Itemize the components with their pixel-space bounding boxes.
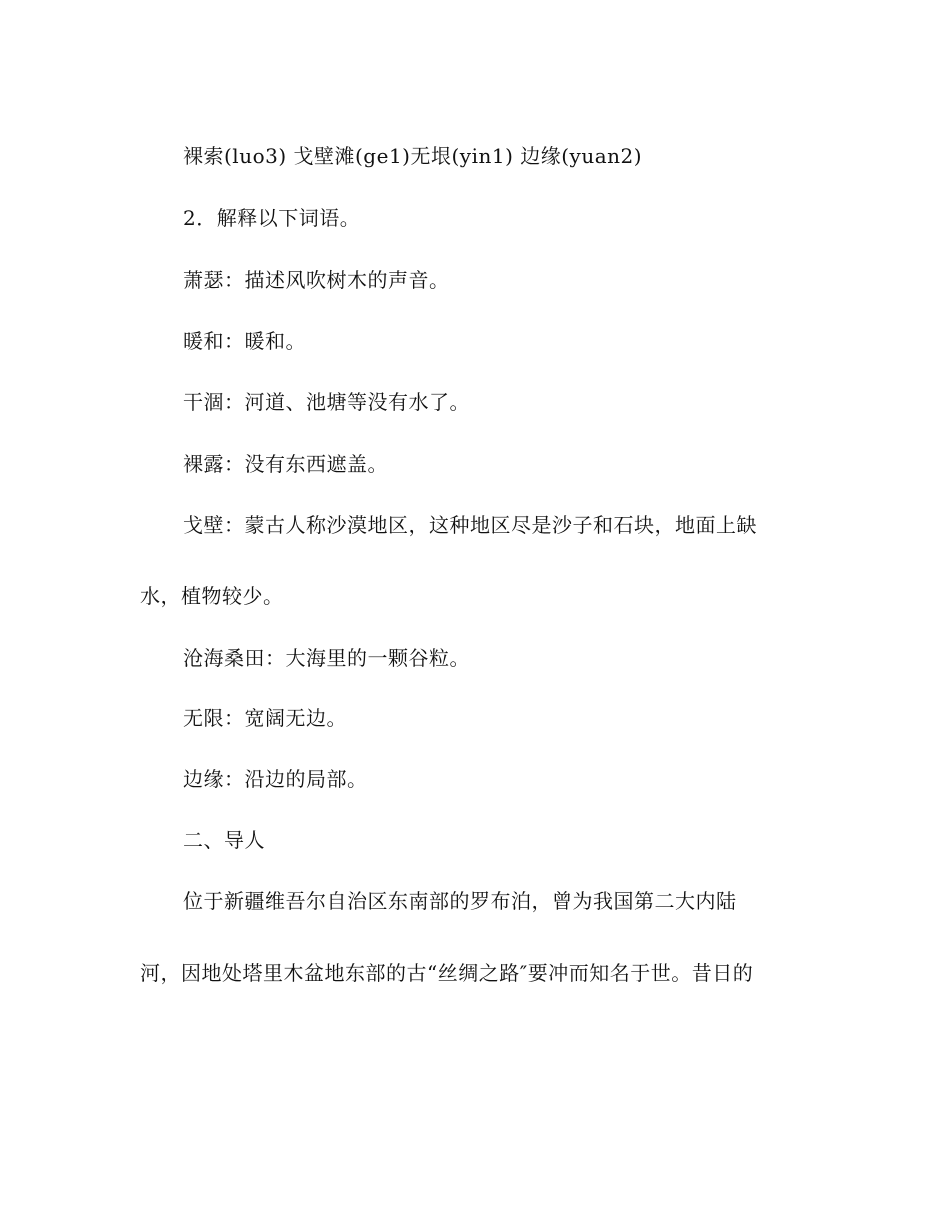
definition-bianyuan: 边缘：沿边的局部。 xyxy=(183,767,368,791)
definition-canghaisangtian: 沧海桑田：大海里的一颗谷粒。 xyxy=(183,646,470,670)
section-heading-introduction: 二、导人 xyxy=(183,828,265,852)
paragraph-lopnur-line-2: 河，因地处塔里木盆地东部的古“丝绸之路″要冲而知名于世。昔日的 xyxy=(140,961,754,985)
definition-ganhe: 干涸：河道、池塘等没有水了。 xyxy=(183,390,470,414)
definition-nuanhuo: 暖和：暖和。 xyxy=(183,329,306,353)
pinyin-line: 裸索(luo3) 戈壁滩(ge1)无垠(yin1) 边缘(yuan2) xyxy=(183,144,643,168)
definition-gebi: 戈壁：蒙古人称沙漠地区，这种地区尽是沙子和石块，地面上缺 xyxy=(183,513,757,537)
definition-gebi-continued: 水，植物较少。 xyxy=(140,584,284,608)
definition-wuxian: 无限：宽阔无边。 xyxy=(183,706,347,730)
paragraph-lopnur-line-1: 位于新疆维吾尔自治区东南部的罗布泊，曾为我国第二大内陆 xyxy=(183,889,737,913)
definition-xiaose: 萧瑟：描述风吹树木的声音。 xyxy=(183,268,450,292)
section-heading-explain-words: 2．解释以下词语。 xyxy=(183,206,361,230)
definition-luolu: 裸露：没有东西遮盖。 xyxy=(183,452,388,476)
